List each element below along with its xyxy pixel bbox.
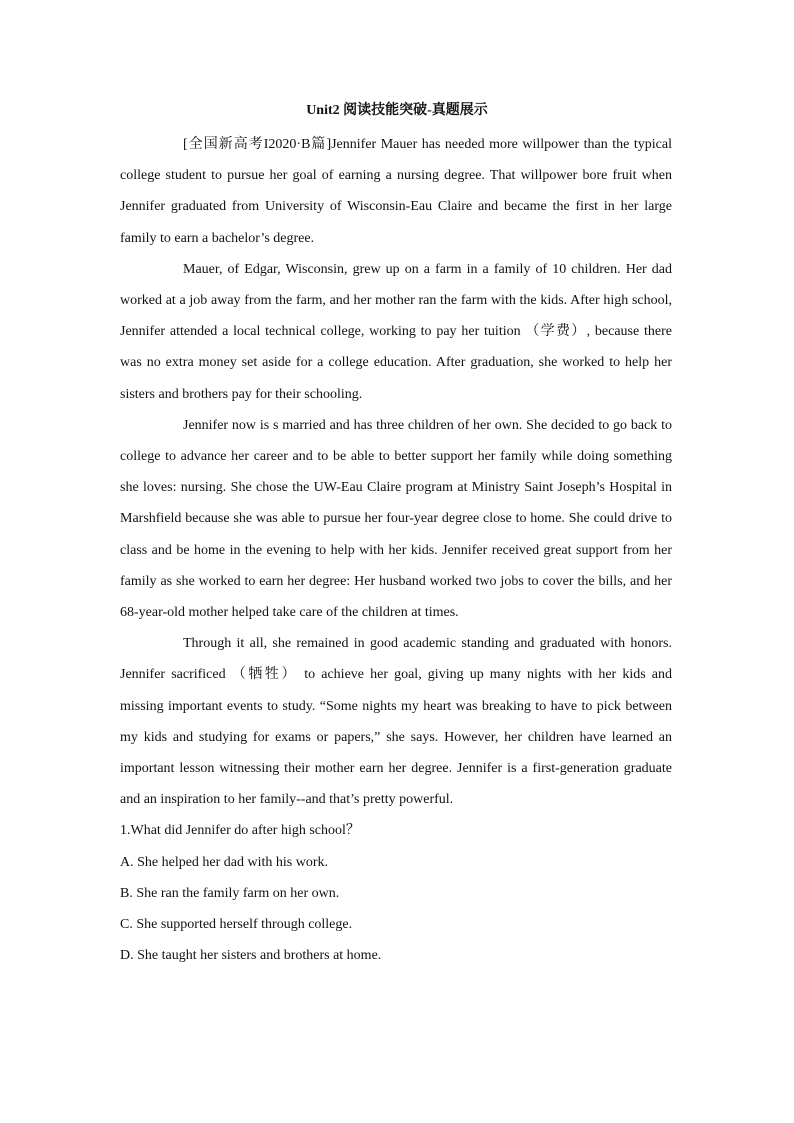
- page-title: Unit2 阅读技能突破-真题展示: [306, 103, 488, 118]
- paragraph-3: Jennifer now is s married and has three children of her own. She decided to go back to college to advance her career and to be able to better support her family while doing something she loves: nursing. She chose the UW-Eau Claire program at Ministry Saint Joseph’s Hospital in Marshfield because she was able to pursue her four-year degree close to home. She could drive to class and be home in the evening to help with her kids. Jennifer received great support from her family as she worked to earn her degree: Her husband worked two jobs to cover the bills, and her 68-year-old mother helped take care of the children at times.: [120, 417, 672, 621]
- paragraph-1: [全国新高考I2020·B篇]Jennifer Mauer has needed more willpower than the typical college student to pursue her goal of earning a nursing degree. That willpower bore fruit when Jennifer graduated from University of Wisconsin-Eau Claire and became the first in her large family to earn a bachelor’s degree.: [120, 137, 672, 246]
- option-d: D. She taught her sisters and brothers at home.: [120, 948, 382, 964]
- paragraph-4: Through it all, she remained in good academic standing and graduated with honors. Jennifer sacrificed （牺牲） to achieve her goal, giving up many nights with her kids and missing important events to study. “Some nights my heart was breaking to have to pick between my kids and studying for exams or papers,” she says. However, her children have learned an important lesson witnessing their mother earn her degree. Jennifer is a first-generation graduate and an inspiration to her family--and that’s pretty powerful.: [120, 636, 672, 808]
- option-b: B. She ran the family farm on her own.: [120, 885, 340, 901]
- option-c: C. She supported herself through college.: [120, 917, 353, 933]
- paragraph-2: Mauer, of Edgar, Wisconsin, grew up on a farm in a family of 10 children. Her dad worked at a job away from the farm, and her mother ran the farm with the kids. After high school, Jennifer attended a local technical college, working to pay her tuition （学费）, because there was no extra money set aside for a college education. After graduation, she worked to help her sisters and brothers pay for their schooling.: [120, 261, 672, 402]
- question-stem: 1.What did Jennifer do after high school？: [120, 823, 360, 839]
- option-a: A. She helped her dad with his work.: [120, 854, 329, 870]
- passage: [120, 129, 672, 971]
